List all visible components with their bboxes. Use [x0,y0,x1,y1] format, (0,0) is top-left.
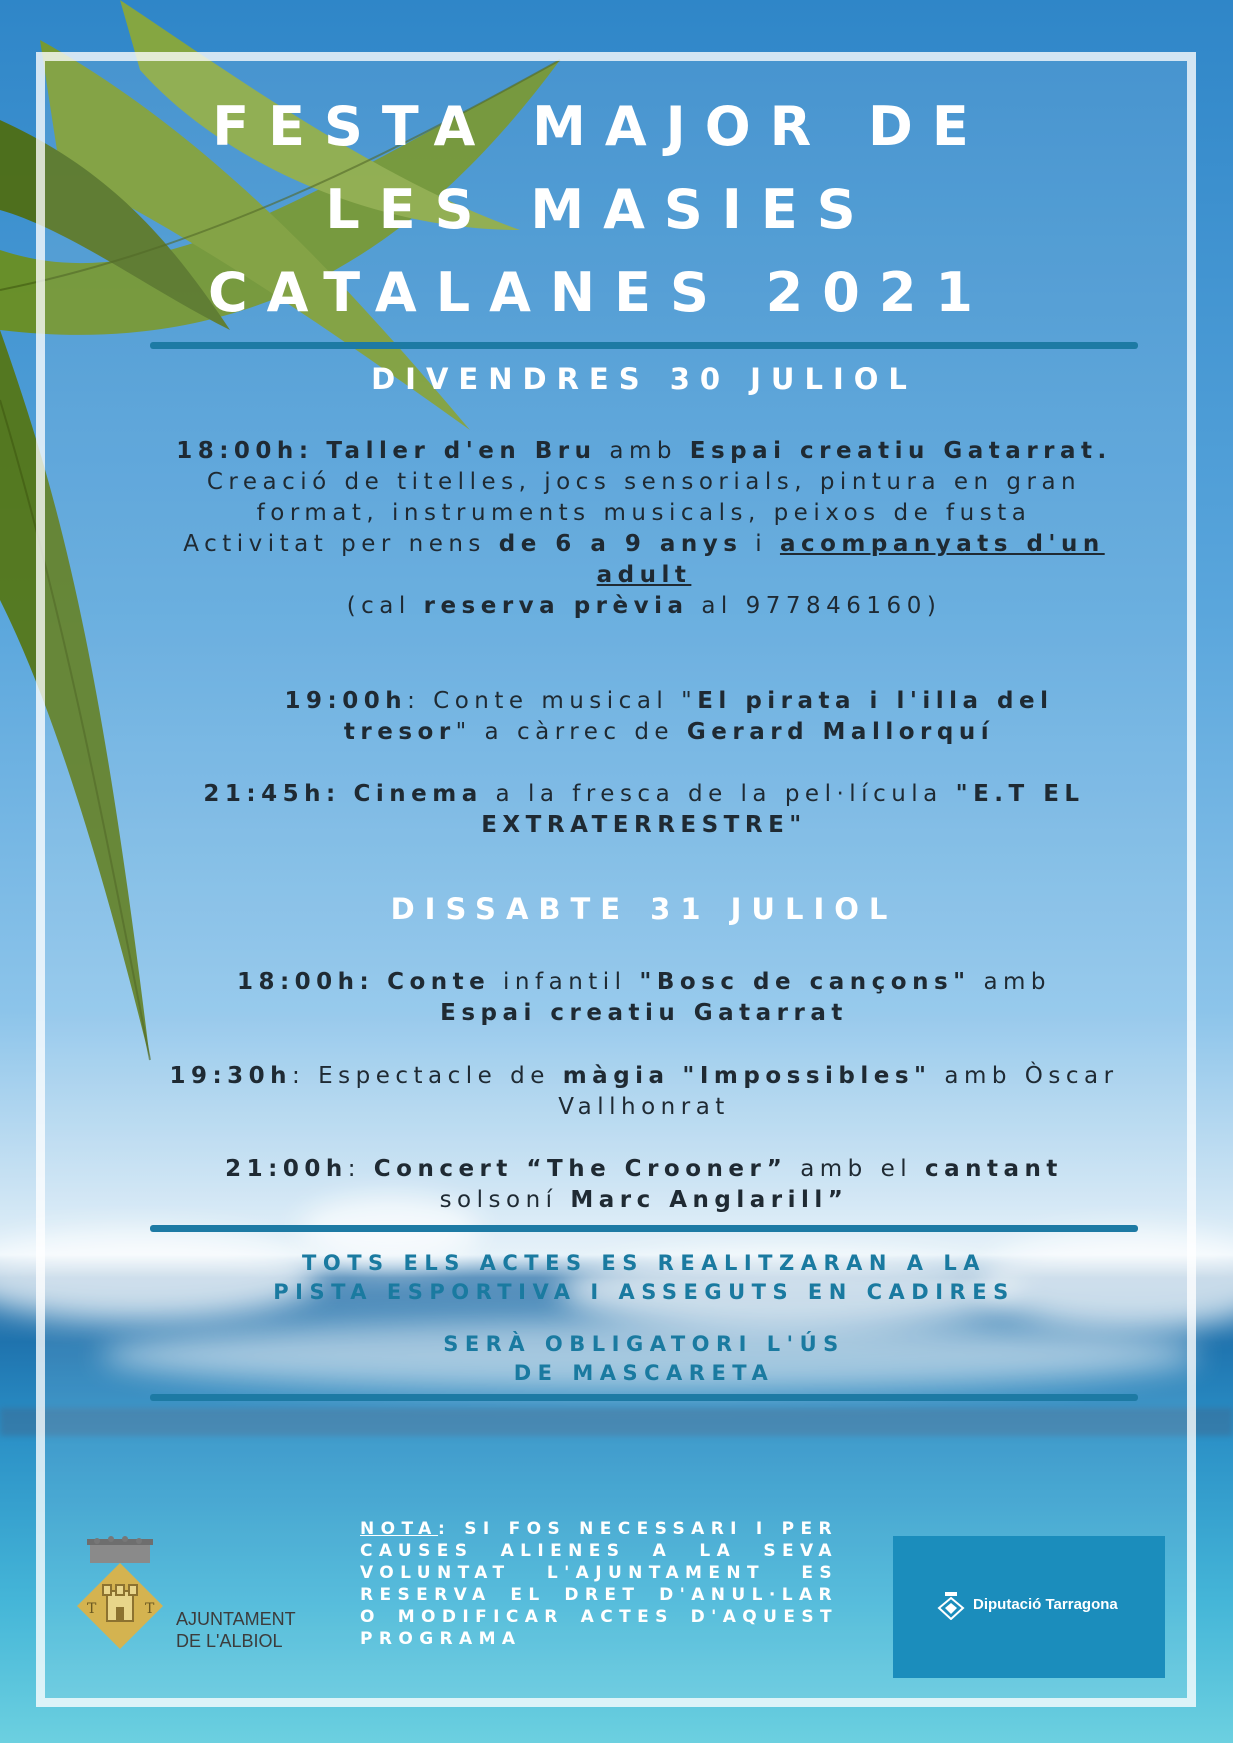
ajuntament-label [176,1608,296,1652]
event-performer-role: cantant [924,1156,1063,1182]
event-friday-2145 [150,779,1138,841]
event-saturday-1800 [150,967,1138,1029]
divider [150,342,1138,349]
event-time: 21:00h [225,1156,348,1182]
event-saturday-1930: 19:30h: Espectacle de màgia "Impossibles" amb Òscar Vallhonrat [169,1063,1119,1120]
event-text: amb el [800,1156,913,1182]
venue-notice-line-1: TOTS ELS ACTES ES REALITZARAN A LA [302,1251,986,1275]
event-organizer: Espai creatiu Gatarrat [440,1000,848,1026]
day-heading-saturday: DISSABTE 31 JULIOL [390,892,898,926]
mask-notice [150,1330,1138,1388]
disclaimer-note [360,1518,838,1650]
event-reservation: reserva prèvia [423,593,689,619]
event-organizer: Espai creatiu Gatarrat. [689,438,1112,464]
event-text: i [755,531,768,557]
event-category: màgia [562,1063,670,1089]
event-text: amb Òscar Vallhonrat [558,1063,1119,1120]
ajuntament-line-2: DE L'ALBIOL [176,1631,283,1651]
poster-title-line-1: FESTA MAJOR DE [212,95,988,158]
mask-notice-line-1: SERÀ OBLIGATORI L'ÚS [443,1332,845,1356]
event-time: 19:00h [284,688,408,714]
event-category: Cinema [353,781,483,807]
event-description: Creació de titelles, jocs sensorials, pintura en gran format, instruments musicals, peixos de fusta [206,469,1082,526]
divider [150,1225,1138,1232]
event-time: 18:00h [176,438,299,464]
event-ages: de 6 a 9 anys [498,531,743,557]
event-friday-1800: 18:00h: Taller d'en Bru amb Espai creatiu Gatarrat. Creació de titelles, jocs sensorials, pintura en gran format, instruments musicals, peixos de fusta Activitat per nens de 6 a 9 anys i acompanyats d'un adult (cal reserva prèvia al 977846160) [176,438,1112,619]
diputacio-emblem-icon [937,1592,965,1620]
diputacio-label: Diputació Tarragona [973,1596,1118,1613]
ajuntament-line-1: AJUNTAMENT [176,1609,296,1629]
event-text: Activitat per nens [183,531,486,557]
event-text: Conte musical " [433,688,698,714]
event-text: solsoní [439,1187,558,1213]
event-phone: al 977846160) [701,593,942,619]
svg-text:T: T [87,1601,97,1617]
event-friday-1900: 19:00h: Conte musical "El pirata i l'illa del tresor" a càrrec de Gerard Mallorquí [284,688,1054,745]
event-text: " a càrrec de [455,719,675,745]
event-text: Espectacle de [318,1063,550,1089]
event-text: (cal [346,593,411,619]
note-label: NOTA [360,1519,439,1539]
divider [150,1394,1138,1401]
poster-title-line-2: LES MASIES [325,178,875,241]
event-performer: Gerard Mallorquí [686,719,995,745]
poster-title-line-3: CATALANES 2021 [208,261,992,324]
event-title: "Bosc de cançons" [639,969,971,995]
day-heading-friday: DIVENDRES 30 JULIOL [371,362,917,396]
mask-notice-line-2: DE MASCARETA [513,1361,775,1385]
venue-notice-line-2: PISTA ESPORTIVA I ASSEGUTS EN CADIRES [273,1280,1015,1304]
event-time: 18:00h: [236,969,375,995]
note-text: : SI FOS NECESSARI I PER CAUSES ALIENES A LA SEVA VOLUNTAT L'AJUNTAMENT ES RESERVA EL DRET D'ANUL·LAR O MODIFICAR ACTES D'AQUEST PROGRAMA [360,1519,838,1649]
event-title: El pirata i l'illa del tresor [343,688,1054,745]
event-title: "Impossibles" [682,1063,932,1089]
diputacio-tarragona-logo [893,1536,1165,1678]
event-category: Conte [387,969,491,995]
event-title: Concert “The Crooner” [373,1156,788,1182]
event-accompanied: acompanyats d'un adult [596,531,1105,588]
event-text: infantil [503,969,627,995]
svg-text:T: T [145,1601,155,1617]
event-text: amb [609,438,677,464]
event-name: Taller d'en Bru [326,438,597,464]
event-performer: Marc Anglarill” [570,1187,849,1213]
event-film: "E.T EL EXTRATERRESTRE" [481,781,1085,838]
venue-notice [150,1249,1138,1307]
event-text: a la fresca de la pel·lícula [495,781,943,807]
event-time: 19:30h [169,1063,293,1089]
event-time: 21:45h: [203,781,341,807]
event-saturday-2100: 21:00h: Concert “The Crooner” amb el cantant solsoní Marc Anglarill” [225,1156,1063,1213]
event-text: amb [983,969,1052,995]
